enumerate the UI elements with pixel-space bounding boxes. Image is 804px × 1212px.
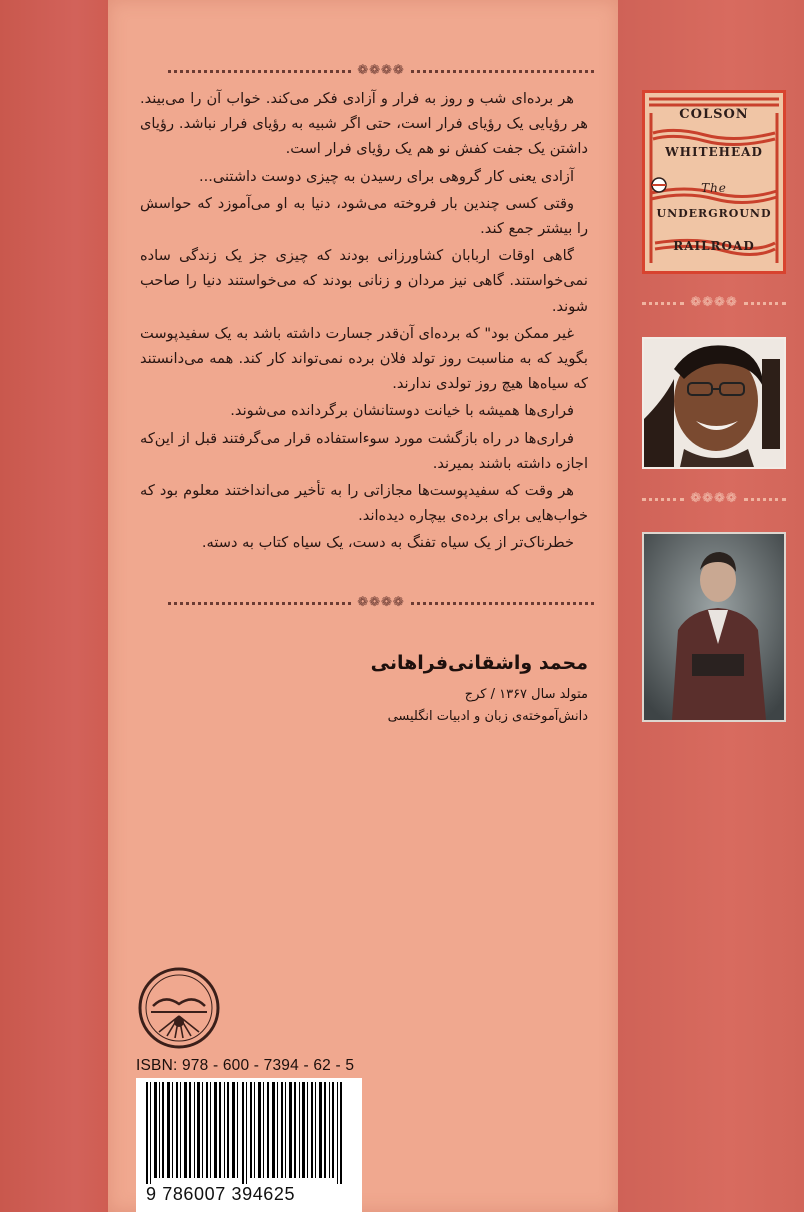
flower-ornament-icon: ❁❁❁❁ bbox=[357, 595, 405, 610]
author-photo bbox=[642, 337, 786, 469]
dotted-rule-left bbox=[642, 302, 684, 305]
dotted-rule-left bbox=[168, 70, 351, 73]
side-ornament-divider bbox=[642, 296, 786, 310]
flower-ornament-icon: ❁❁❁❁ bbox=[690, 491, 738, 506]
publisher-logo-icon bbox=[137, 966, 221, 1050]
flower-ornament-icon: ❁❁❁❁ bbox=[357, 63, 405, 78]
translator-photo bbox=[642, 532, 786, 722]
excerpt-paragraph: وقتی کسی چندین بار فروخته می‌شود، دنیا به او می‌آموزد که حواسش را بیشتر جمع کند. bbox=[140, 194, 588, 238]
excerpt-paragraph: گاهی اوقات اربابان کشاورزانی بودند که چیزی جز یک زندگی ساده نمی‌خواستند. گاهی نیز مردان و زنانی بودند که می‌خواستند دنیا را صاحب شوند. bbox=[140, 247, 588, 315]
excerpt-paragraph: هر برده‌ای شب و روز به فرار و آزادی فکر می‌کند. خواب آن را می‌بیند. هر رؤیایی یک رؤیای فرار است، حتی اگر شبیه به رؤیای فرار نباشد. رؤیای داشتن یک جفت کفش نو هم یک رؤیای فرار است. bbox=[140, 90, 588, 158]
dotted-rule-right bbox=[744, 498, 786, 501]
translator-education: دانش‌آموخته‌ی زبان و ادبیات انگلیسی bbox=[387, 709, 588, 724]
translator-portrait-icon bbox=[644, 534, 784, 720]
excerpt-paragraph: خطرناک‌تر از یک سیاه تفنگ به دست، یک سیاه کتاب به دسته. bbox=[201, 534, 574, 552]
barcode-digits: 9 786007 394625 bbox=[146, 1184, 360, 1205]
cover-author-last: WHITEHEAD bbox=[665, 145, 763, 159]
top-ornament-divider bbox=[168, 64, 594, 78]
barcode-bars-icon bbox=[136, 1078, 362, 1186]
author-portrait-icon bbox=[644, 339, 784, 467]
dotted-rule-right bbox=[411, 70, 594, 73]
translator-info bbox=[300, 652, 588, 728]
excerpt-paragraph: فراری‌ها در راه بازگشت مورد سوءاستفاده قرار می‌گرفتند قبل از این‌که اجازه داشته باشند بمیرند. bbox=[140, 429, 588, 472]
excerpt-paragraph: غیر ممکن بود" که برده‌ای آن‌قدر جسارت داشته باشد به یک سفیدپوست بگوید که به مناسبت روز تولد فلان برده نمی‌تواند کار کند. همه می‌دانستند که سیاه‌ها هیچ روز تولدی ندارند. bbox=[140, 324, 588, 393]
cover-author-first: COLSON bbox=[679, 107, 749, 122]
translator-birth: متولد سال ۱۳۶۷ / کرج bbox=[464, 687, 588, 702]
excerpt-paragraph: آزادی یعنی کار گروهی برای رسیدن به چیزی دوست داشتنی... bbox=[198, 167, 574, 185]
back-cover-excerpt bbox=[140, 86, 588, 558]
dotted-rule-left bbox=[168, 602, 351, 605]
isbn-label: ISBN: 978 - 600 - 7394 - 62 - 5 bbox=[136, 1057, 355, 1074]
bottom-ornament-divider bbox=[168, 596, 594, 610]
cover-title-the: The bbox=[701, 181, 727, 195]
cover-title-sub: RAILROAD bbox=[673, 239, 755, 253]
dotted-rule-right bbox=[411, 602, 594, 605]
excerpt-paragraph: هر وقت که سفیدپوست‌ها مجازاتی را به تأخیر می‌انداختند معلوم بود که خواب‌هایی برای برده‌ی بیچاره دیده‌اند. bbox=[140, 482, 588, 525]
flower-ornament-icon: ❁❁❁❁ bbox=[690, 295, 738, 310]
dotted-rule-right bbox=[744, 302, 786, 305]
cover-title-main: UNDERGROUND bbox=[656, 207, 772, 220]
side-ornament-divider bbox=[642, 492, 786, 506]
dotted-rule-left bbox=[642, 498, 684, 501]
translator-name: محمد واشقانی‌فراهانی bbox=[370, 652, 588, 674]
excerpt-paragraph: فراری‌ها همیشه با خیانت دوستانشان برگردانده می‌شوند. bbox=[230, 402, 574, 420]
left-border-strip bbox=[0, 0, 108, 1212]
original-book-cover bbox=[642, 90, 786, 274]
